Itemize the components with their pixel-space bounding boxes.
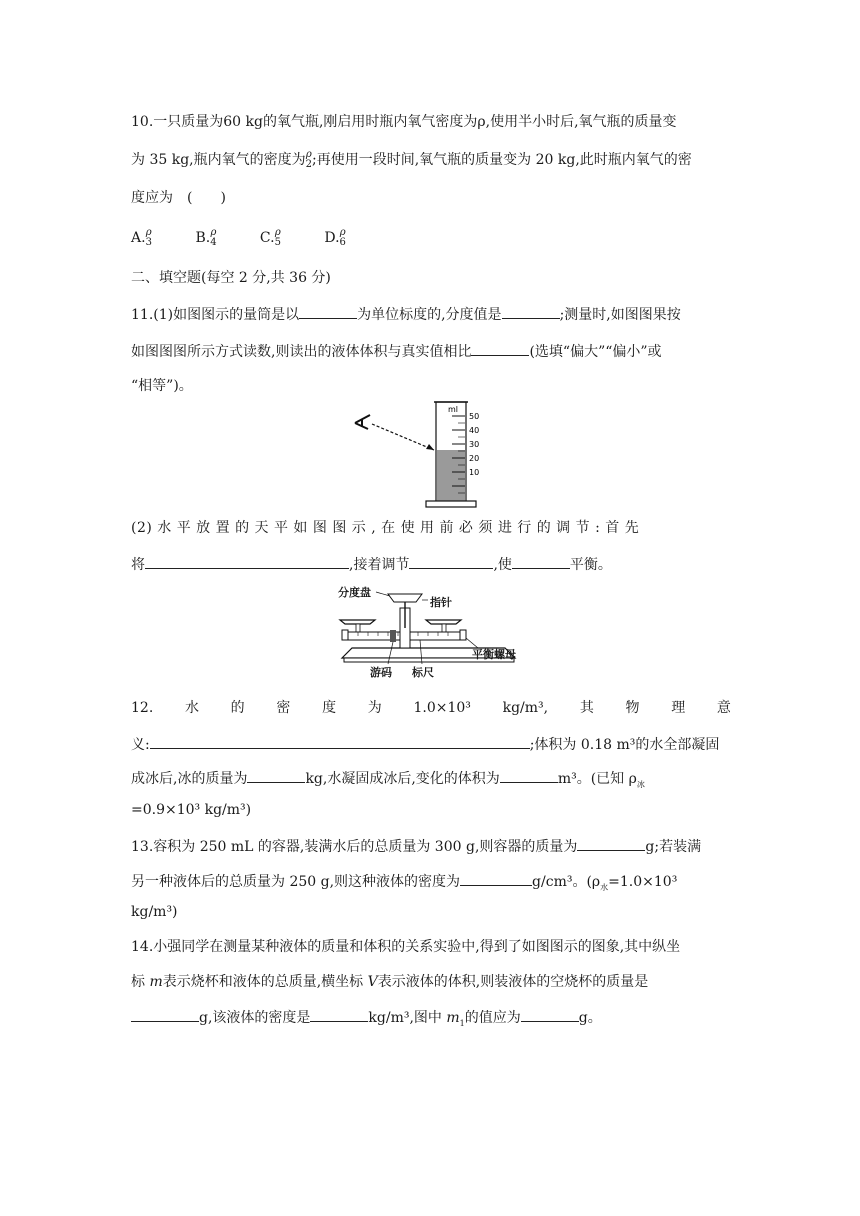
q11-line1 bbox=[131, 303, 681, 325]
q13-line3: kg/m³) bbox=[131, 904, 178, 920]
option-label: B. bbox=[195, 230, 211, 246]
q14-text: 标 bbox=[131, 974, 150, 990]
cylinder-base bbox=[426, 501, 476, 507]
label-rider: 游码 bbox=[370, 666, 392, 679]
tick-label: 30 bbox=[469, 440, 480, 449]
q13-text: =1.0×10³ bbox=[608, 874, 678, 890]
q12-word: 物 bbox=[625, 700, 640, 716]
frac-num: ρ bbox=[274, 227, 281, 238]
q11-text: 将 bbox=[131, 557, 145, 573]
option-b[interactable] bbox=[195, 228, 255, 248]
frac-den: 5 bbox=[274, 237, 281, 248]
q11-text: 11.(1)如图图示的量筒是以 bbox=[131, 307, 300, 323]
q13-text: g/cm³。(ρ bbox=[532, 874, 601, 890]
answer-blank[interactable] bbox=[150, 733, 530, 749]
option-label: A. bbox=[131, 230, 146, 246]
q14-text: g,该液体的密度是 bbox=[199, 1010, 311, 1026]
rider[interactable] bbox=[390, 630, 396, 642]
option-label: C. bbox=[259, 230, 275, 246]
q14-text: 表示烧杯和液体的总质量,横坐标 bbox=[162, 974, 368, 990]
q10-line2-a: 为 35 kg,瓶内氧气的密度为 bbox=[131, 152, 306, 168]
q12-word: 12. bbox=[131, 700, 154, 716]
rho-subscript: 冰 bbox=[636, 779, 645, 789]
q12-word: 密 bbox=[276, 700, 291, 716]
q14-text: 的值应为 bbox=[464, 1010, 521, 1026]
q10-line3: 度应为 ( ) bbox=[131, 190, 226, 206]
option-fraction bbox=[210, 228, 216, 248]
q12-text: ;体积为 0.18 m³的水全部凝固 bbox=[529, 737, 720, 753]
q13-text: 另一种液体后的总质量为 250 g,则这种液体的密度为 bbox=[131, 874, 461, 890]
q12-text: m³。(已知 ρ bbox=[557, 771, 637, 787]
q11-line2 bbox=[131, 340, 662, 362]
q12-word: 为 bbox=[367, 700, 382, 716]
label-beam: 标尺 bbox=[412, 666, 434, 679]
balance-nut[interactable] bbox=[342, 630, 348, 640]
balance-nut[interactable] bbox=[460, 630, 466, 640]
tick-label: 20 bbox=[469, 454, 480, 463]
answer-blank[interactable] bbox=[521, 1006, 579, 1022]
var-m: m bbox=[149, 974, 163, 990]
label-balance-nut: 平衡螺母 bbox=[472, 648, 516, 661]
cylinder-unit: ml bbox=[448, 405, 459, 414]
q11-text: 为单位标度的,分度值是 bbox=[357, 307, 502, 323]
answer-blank[interactable] bbox=[247, 767, 305, 783]
q12-word: 的 bbox=[230, 700, 245, 716]
q11-text: 平衡。 bbox=[569, 557, 612, 573]
q10-line2 bbox=[131, 150, 692, 170]
q12-word: 理 bbox=[671, 700, 686, 716]
sight-line bbox=[372, 424, 434, 450]
var-m1-subscript: 1 bbox=[459, 1018, 465, 1028]
dial-plate bbox=[388, 594, 422, 602]
answer-blank[interactable] bbox=[471, 340, 529, 356]
label-dial: 分度盘 bbox=[338, 586, 371, 599]
option-d[interactable] bbox=[324, 228, 384, 248]
q11-text: (选填“偏大”“偏小”或 bbox=[529, 344, 662, 360]
q14-line2 bbox=[131, 972, 648, 992]
balance-figure bbox=[330, 580, 530, 680]
q14-text: 表示液体的体积,则装液体的空烧杯的质量是 bbox=[377, 974, 649, 990]
option-c[interactable] bbox=[260, 228, 320, 248]
q12-word: 意 bbox=[716, 700, 731, 716]
option-fraction bbox=[340, 228, 346, 248]
q12-line2 bbox=[131, 733, 719, 755]
q14-text: g。 bbox=[578, 1010, 602, 1026]
section-heading: 二、填空题(每空 2 分,共 36 分) bbox=[131, 270, 331, 286]
q10-options bbox=[131, 228, 384, 248]
answer-blank[interactable] bbox=[310, 1006, 368, 1022]
q12-line4: =0.9×10³ kg/m³) bbox=[131, 802, 252, 818]
q10-line1: 10.一只质量为60 kg的氧气瓶,刚启用时瓶内氧气密度为ρ,使用半小时后,氧气瓶的质量变 bbox=[131, 114, 677, 130]
answer-blank[interactable] bbox=[500, 767, 558, 783]
q13-text: g;若装满 bbox=[645, 839, 702, 855]
q12-text: 义: bbox=[131, 737, 150, 753]
frac-num: ρ bbox=[145, 227, 152, 238]
q12-line1 bbox=[131, 698, 731, 718]
answer-blank[interactable] bbox=[512, 553, 570, 569]
answer-blank[interactable] bbox=[145, 553, 349, 569]
frac-den: 6 bbox=[339, 237, 346, 248]
q11-text: 如图图图所示方式读数,则读出的液体体积与真实值相比 bbox=[131, 344, 472, 360]
q11-text: ,使 bbox=[493, 557, 512, 573]
tick-label: 10 bbox=[469, 468, 480, 477]
q14-line1: 14.小强同学在测量某种液体的质量和体积的关系实验中,得到了如图图示的图象,其中纵坐 bbox=[131, 939, 681, 955]
frac-num: ρ bbox=[339, 227, 346, 238]
answer-blank[interactable] bbox=[460, 870, 532, 886]
option-fraction bbox=[275, 228, 281, 248]
frac-den: 2 bbox=[305, 159, 312, 170]
option-fraction bbox=[146, 228, 152, 248]
measuring-cylinder-figure bbox=[350, 398, 510, 510]
q12-text: 成冰后,冰的质量为 bbox=[131, 771, 248, 787]
q12-word: 度 bbox=[322, 700, 337, 716]
tick-label: 50 bbox=[469, 412, 480, 421]
var-m1: m bbox=[446, 1010, 460, 1026]
frac-num: ρ bbox=[210, 227, 217, 238]
q12-word: kg/m³, bbox=[502, 700, 549, 716]
q12-word: 1.0×10³ bbox=[413, 700, 471, 716]
q11-line3: “相等”)。 bbox=[131, 378, 193, 394]
answer-blank[interactable] bbox=[131, 1006, 199, 1022]
q12-word: 水 bbox=[184, 700, 199, 716]
rho-subscript: 水 bbox=[600, 882, 609, 892]
q14-text: kg/m³,图中 bbox=[368, 1010, 447, 1026]
q11-text: ,接着调节 bbox=[349, 557, 410, 573]
q13-line1 bbox=[131, 835, 701, 857]
tick-label: 40 bbox=[469, 426, 480, 435]
var-v: V bbox=[367, 974, 378, 990]
left-pan bbox=[340, 620, 375, 624]
answer-blank[interactable] bbox=[502, 303, 560, 319]
q11-part2-line2 bbox=[131, 553, 612, 575]
answer-blank[interactable] bbox=[299, 303, 357, 319]
frac-den: 4 bbox=[210, 237, 217, 248]
q12-line3 bbox=[131, 767, 645, 795]
option-a[interactable] bbox=[131, 228, 191, 248]
q13-text: 13.容积为 250 mL 的容器,装满水后的总质量为 300 g,则容器的质量为 bbox=[131, 839, 578, 855]
eye-icon bbox=[355, 415, 370, 429]
q12-word: 其 bbox=[579, 700, 594, 716]
option-label: D. bbox=[324, 230, 340, 246]
q14-line3 bbox=[131, 1006, 602, 1034]
answer-blank[interactable] bbox=[577, 835, 645, 851]
right-pan bbox=[426, 620, 461, 624]
frac-num: ρ bbox=[305, 149, 312, 160]
answer-blank[interactable] bbox=[409, 553, 493, 569]
q11-text: ;测量时,如图图果按 bbox=[559, 307, 681, 323]
q10-line2-b: ;再使用一段时间,氧气瓶的质量变为 20 kg,此时瓶内氧气的密 bbox=[312, 152, 692, 168]
q13-line2 bbox=[131, 870, 677, 898]
label-pointer: 指针 bbox=[430, 596, 452, 609]
sight-arrow-icon bbox=[426, 444, 434, 450]
frac-den: 3 bbox=[145, 237, 152, 248]
q11-part2-line1: (2) 水 平 放 置 的 天 平 如 图 图 示 , 在 使 用 前 必 须 进 行 的 调 节 : 首 先 bbox=[131, 520, 640, 536]
q12-text: kg,水凝固成冰后,变化的体积为 bbox=[305, 771, 500, 787]
